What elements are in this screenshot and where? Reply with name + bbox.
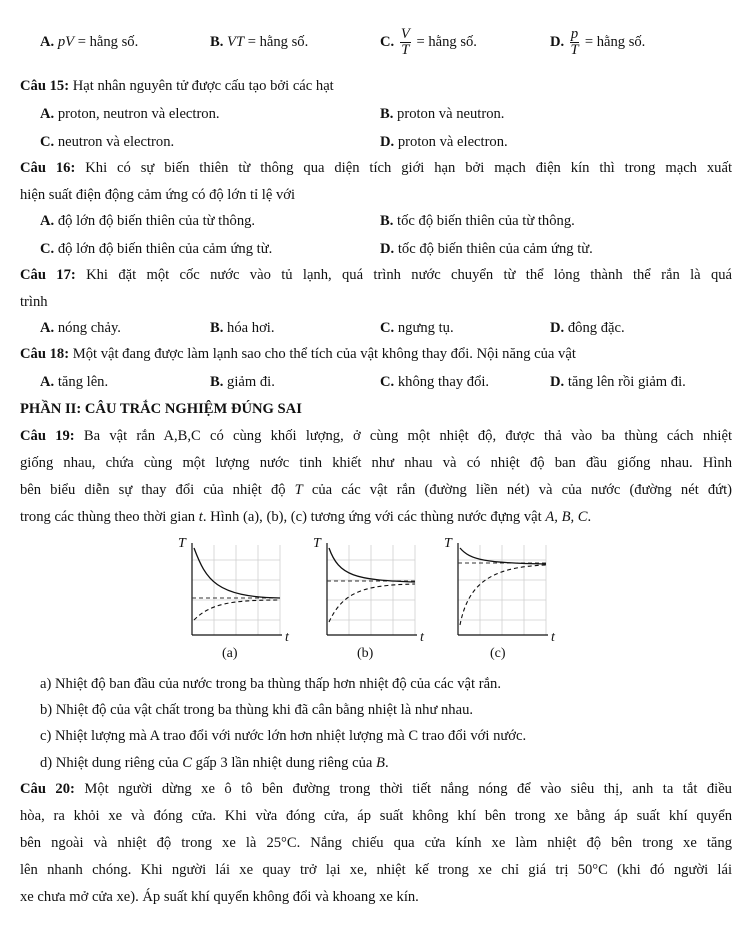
graph-a-plot <box>180 540 295 645</box>
q16-option-a: A. độ lớn độ biến thiên của từ thông. <box>40 213 256 229</box>
q14-option-b: B. VT = hằng số. <box>210 34 309 50</box>
q17-option-d: D. đông đặc. <box>550 320 625 336</box>
fraction-v-over-t: $\frac{V}{T}$ <box>400 26 410 59</box>
q14-option-c: C. $\frac{V}{T}$ = hằng số. <box>380 26 477 59</box>
graph-c-solid-curve <box>460 548 546 564</box>
q18-option-a: A. tăng lên. <box>40 374 109 390</box>
q20-stem-line5: xe chưa mở cửa xe). Áp suất khí quyển không đổi và khoang xe kín. <box>20 889 419 905</box>
q19-stem-line4: trong các thùng theo thời gian t. Hình (a), (b), (c) tương ứng với các thùng nước đựng vật A, B, C. <box>20 509 592 525</box>
q16-option-c: C. độ lớn độ biến thiên của cảm ứng từ. <box>40 241 273 257</box>
graph-b-dashed-curve <box>329 584 415 622</box>
q15-option-d: D. proton và electron. <box>380 134 508 150</box>
q17-stem-line2: trình <box>20 294 48 310</box>
q16-stem-line2: hiện suất điện động cảm ứng có độ lớn tỉ lệ với <box>20 187 296 203</box>
graph-c-plot <box>446 540 561 645</box>
q20-stem-line4: lên nhanh chóng. Khi người lái xe quay trở lại xe, nhiệt kế trong xe chỉ giá trị 50°C (khi đó người lái <box>20 862 732 878</box>
q15-option-b: B. proton và neutron. <box>380 106 505 122</box>
graph-b-x-label: t <box>420 630 424 645</box>
graph-a-dashed-curve <box>194 600 280 620</box>
graph-b-y-label: T <box>313 536 321 551</box>
graph-b-solid-curve <box>329 548 415 582</box>
q19-stem-line1: Câu 19: Ba vật rắn A,B,C có cùng khối lượng, ở cùng một nhiệt độ, được thả vào ba thùng cách nhiệt <box>20 428 733 444</box>
q18-option-b: B. giảm đi. <box>210 374 275 390</box>
q15-option-a: A. proton, neutron và electron. <box>40 106 220 122</box>
q17-option-c: C. ngưng tụ. <box>380 320 454 336</box>
q18-stem: Câu 18: Một vật đang được làm lạnh sao cho thể tích của vật không thay đổi. Nội năng của vật <box>20 346 576 362</box>
graph-c-dashed-curve <box>460 565 546 625</box>
graph-b-caption: (b) <box>357 646 374 661</box>
q17-option-b: B. hóa hơi. <box>210 320 275 336</box>
q18-option-c: C. không thay đổi. <box>380 374 490 390</box>
fraction-p-over-t: $\frac{p}{T}$ <box>570 26 579 59</box>
graph-a-x-label: t <box>285 630 289 645</box>
q14-option-a: A. pV = hằng số. <box>40 34 139 50</box>
q15-option-c: C. neutron và electron. <box>40 134 175 150</box>
graph-b-plot <box>315 540 430 645</box>
graph-a-y-label: T <box>178 536 186 551</box>
part2-heading: PHẦN II: CÂU TRẮC NGHIỆM ĐÚNG SAI <box>20 401 302 417</box>
q19-statement-a: a) Nhiệt độ ban đầu của nước trong ba thùng thấp hơn nhiệt độ của các vật rắn. <box>40 676 502 692</box>
q19-statement-b: b) Nhiệt độ của vật chất trong ba thùng khi đã cân bằng nhiệt là như nhau. <box>40 702 474 718</box>
graph-b <box>313 536 430 665</box>
graph-c-y-label: T <box>444 536 452 551</box>
q17-option-a: A. nóng chảy. <box>40 320 121 336</box>
q19-stem-line3: bên biểu diễn sự thay đổi của nhiệt độ T của các vật rắn (đường liền nét) và của nước (đường nét đứt) <box>20 482 732 498</box>
q18-option-d: D. tăng lên rồi giảm đi. <box>550 374 686 390</box>
graph-c <box>444 536 561 665</box>
q14-option-d: D. $\frac{p}{T}$ = hằng số. <box>550 26 646 59</box>
q20-stem-line3: bên ngoài và nhiệt độ trong xe là 25°C. Nắng chiếu qua cửa kính xe làm nhiệt độ bên trong xe tăng <box>20 835 732 851</box>
q16-stem-line1: Câu 16: Khi có sự biến thiên từ thông qua diện tích giới hạn bởi mạch điện kín thì trong mạch xuất <box>20 160 733 176</box>
q16-option-b: B. tốc độ biến thiên của từ thông. <box>380 213 575 229</box>
q19-statement-d: d) Nhiệt dung riêng của C gấp 3 lần nhiệt dung riêng của B. <box>40 755 389 771</box>
q16-option-d: D. tốc độ biến thiên của cảm ứng từ. <box>380 241 593 257</box>
graph-c-x-label: t <box>551 630 555 645</box>
graph-c-caption: (c) <box>490 646 506 661</box>
graph-a <box>178 536 295 665</box>
graph-a-solid-curve <box>194 548 280 598</box>
q20-stem-line1: Câu 20: Một người dừng xe ô tô bên đường trong thời tiết nắng nóng để vào siêu thị, anh ta tắt điều <box>20 781 732 797</box>
graph-a-caption: (a) <box>222 646 238 661</box>
q19-stem-line2: giống nhau, chứa cùng một lượng nước tinh khiết như nhau và có nhiệt độ ban đầu giống nhau. Hình <box>20 455 732 471</box>
q15-stem: Câu 15: Hạt nhân nguyên tử được cấu tạo bởi các hạt <box>20 78 334 94</box>
q20-stem-line2: hòa, ra khỏi xe và đóng cửa. Khi vừa đóng cửa, áp suất không khí bên trong xe bằng áp suất khí quyển <box>20 808 732 824</box>
q17-stem-line1: Câu 17: Khi đặt một cốc nước vào tủ lạnh, quá trình nước chuyển từ thể lỏng thành thể rắn là quá <box>20 267 733 283</box>
q19-statement-c: c) Nhiệt lượng mà A trao đổi với nước lớn hơn nhiệt lượng mà C trao đổi với nước. <box>40 728 527 744</box>
